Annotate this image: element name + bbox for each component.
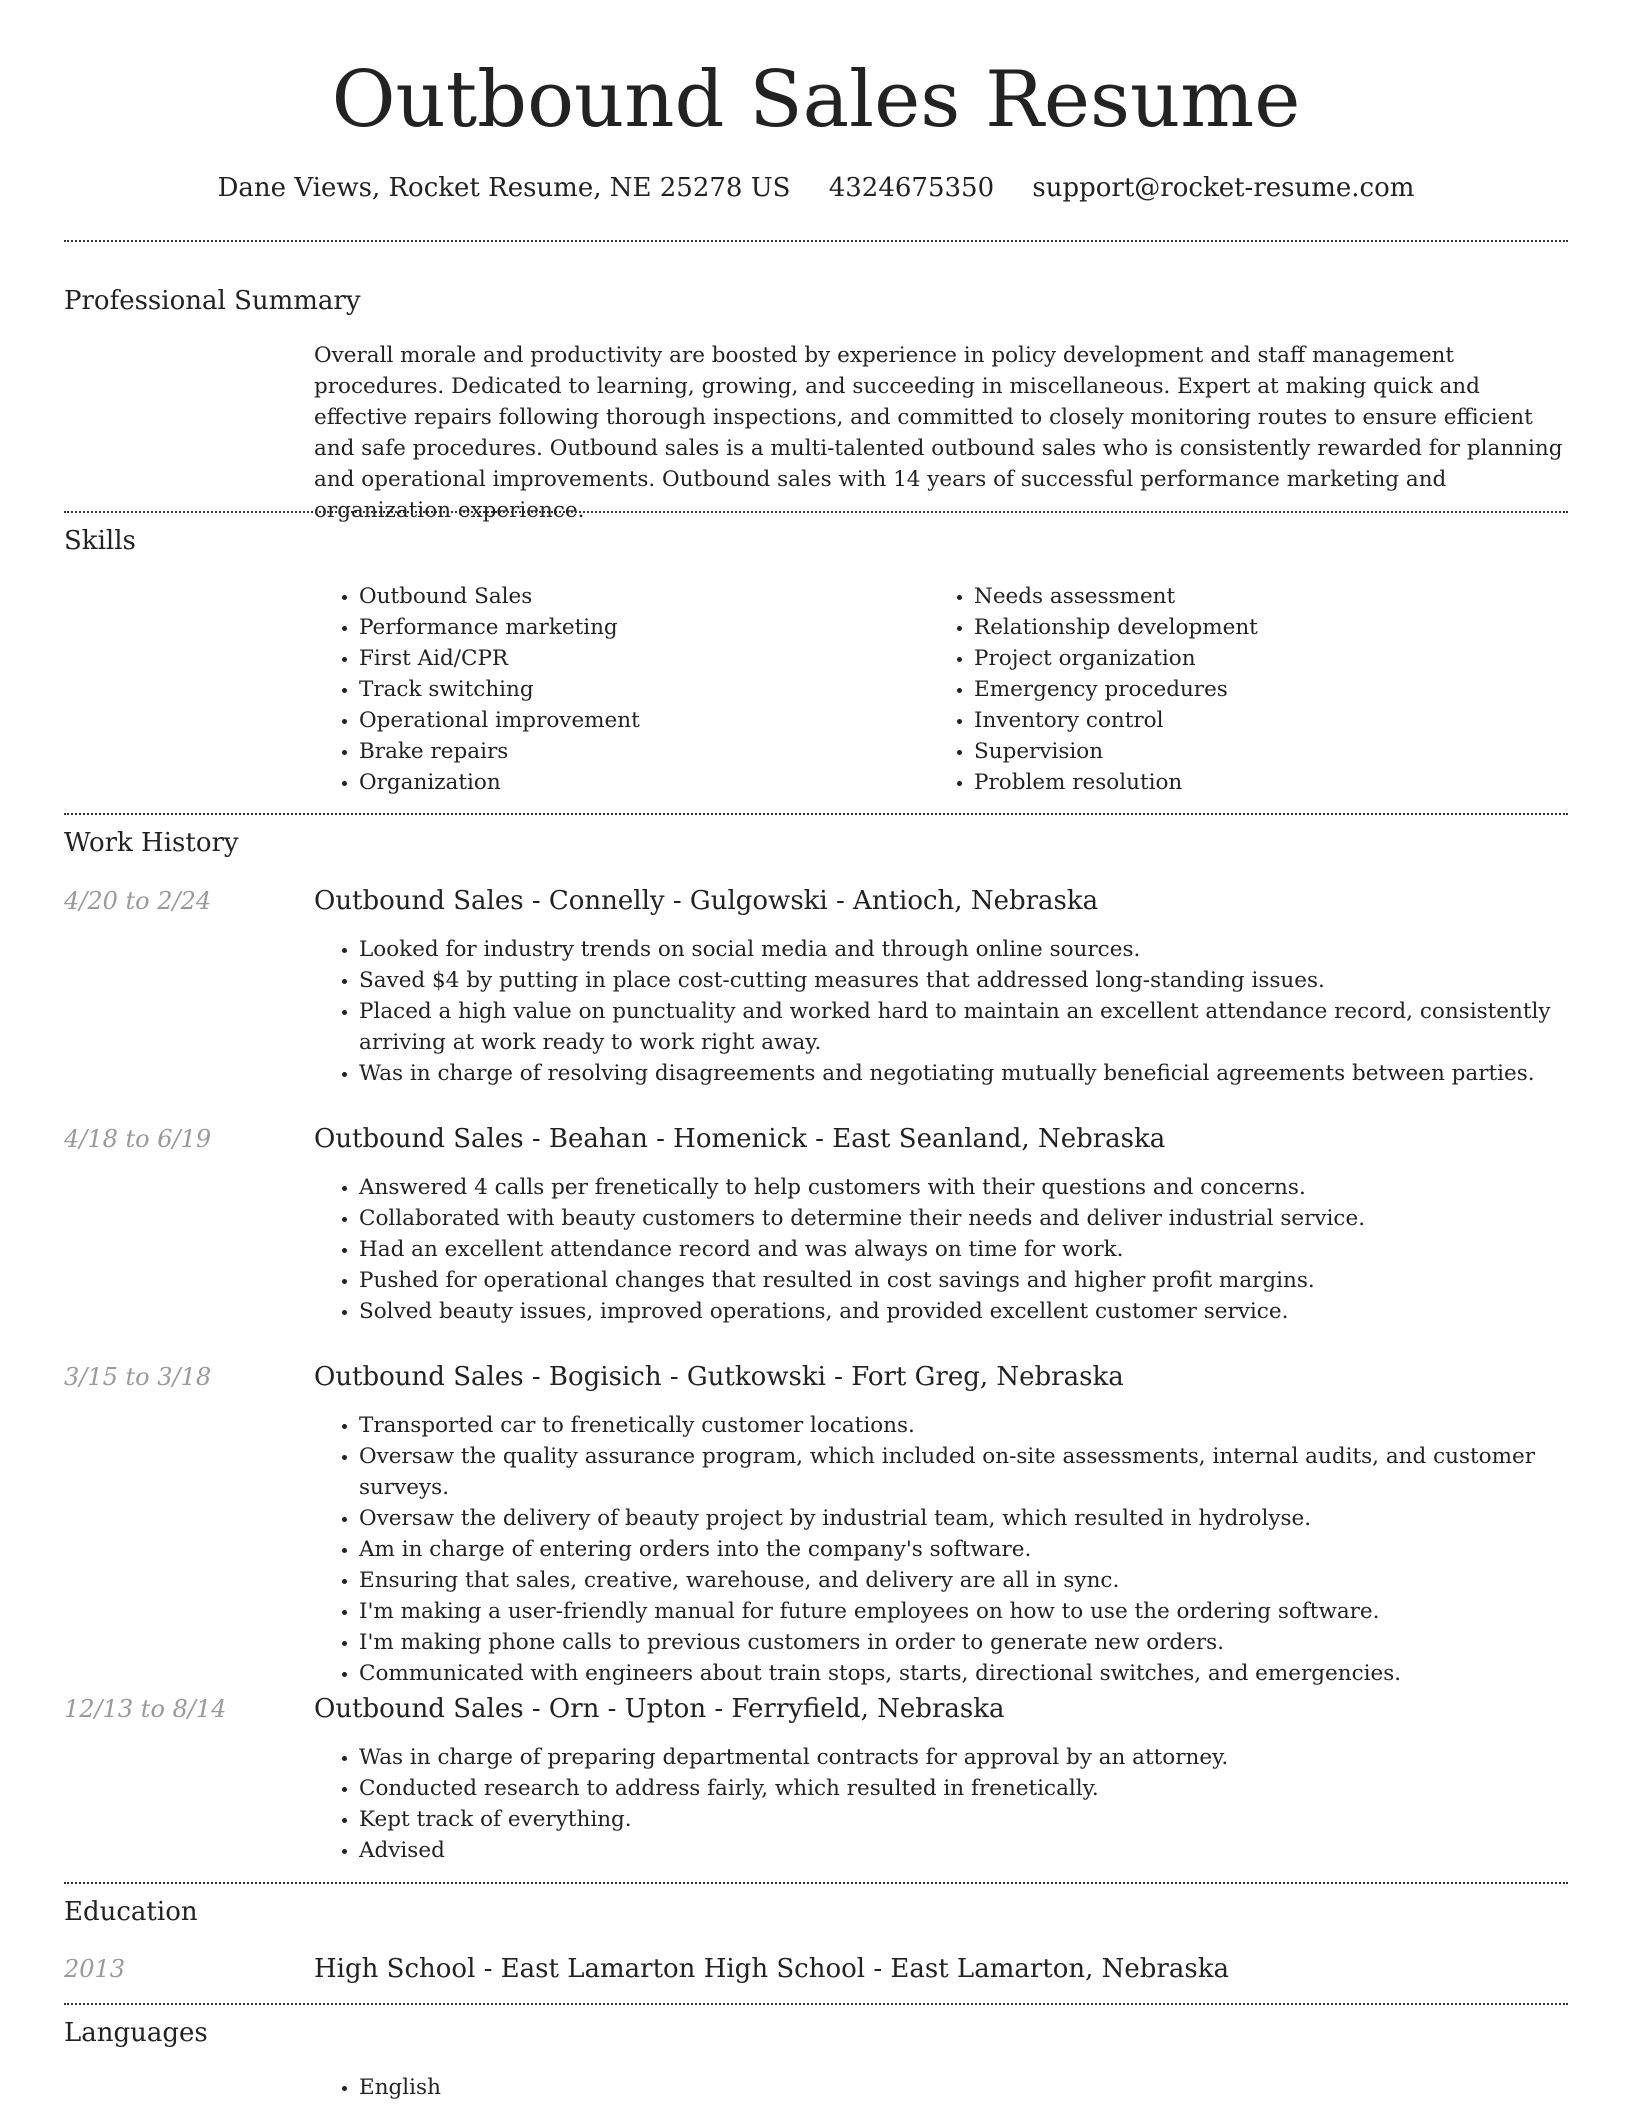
work-heading: Work History	[64, 828, 239, 858]
job-bullet: • Was in charge of preparing departmental contracts for approval by an attorney.	[359, 1742, 1564, 1773]
skills-heading: Skills	[64, 526, 136, 556]
skill-item: • Operational improvement	[359, 705, 894, 736]
job-bullet: • Oversaw the delivery of beauty project by industrial team, which resulted in hydrolyse.	[359, 1503, 1564, 1534]
job-bullet: • Advised	[359, 1835, 1564, 1866]
job-bullet: • Conducted research to address fairly, which resulted in frenetically.	[359, 1773, 1564, 1804]
skill-item: • Relationship development	[974, 612, 1509, 643]
section-divider	[64, 1882, 1568, 1884]
contact-line	[0, 170, 1632, 206]
section-divider	[64, 240, 1568, 242]
skill-item: • Supervision	[974, 736, 1509, 767]
job-dates: 4/20 to 2/24	[64, 887, 212, 915]
education-heading: Education	[64, 1897, 198, 1927]
contact-phone: 4324675350	[828, 173, 995, 203]
skill-item: • Needs assessment	[974, 581, 1509, 612]
skill-item: • Emergency procedures	[974, 674, 1509, 705]
education-title: High School - East Lamarton High School - East Lamarton, Nebraska	[314, 1954, 1229, 1984]
contact-address: Dane Views, Rocket Resume, NE 25278 US	[217, 173, 791, 203]
job-title: Outbound Sales - Connelly - Gulgowski - Antioch, Nebraska	[314, 886, 1099, 916]
job-bullet: • Was in charge of resolving disagreements and negotiating mutually beneficial agreements between parties.	[359, 1058, 1564, 1089]
skills-column-left	[314, 581, 894, 798]
summary-heading: Professional Summary	[64, 286, 361, 316]
job-dates: 12/13 to 8/14	[64, 1695, 227, 1723]
skill-item: • Project organization	[974, 643, 1509, 674]
job-bullet: • I'm making a user-friendly manual for future employees on how to use the ordering software.	[359, 1596, 1564, 1627]
job-bullet: • I'm making phone calls to previous customers in order to generate new orders.	[359, 1627, 1564, 1658]
job-bullet: • Solved beauty issues, improved operations, and provided excellent customer service.	[359, 1296, 1564, 1327]
skill-item: • Problem resolution	[974, 767, 1509, 798]
job-bullet: • Answered 4 calls per frenetically to help customers with their questions and concerns.	[359, 1172, 1564, 1203]
job-title: Outbound Sales - Bogisich - Gutkowski - Fort Greg, Nebraska	[314, 1362, 1124, 1392]
job-bullet: • Kept track of everything.	[359, 1804, 1564, 1835]
job-bullet: • Saved $4 by putting in place cost-cutting measures that addressed long-standing issues.	[359, 965, 1564, 996]
job-bullet: • Communicated with engineers about train stops, starts, directional switches, and emergencies.	[359, 1658, 1564, 1689]
job-title: Outbound Sales - Beahan - Homenick - East Seanland, Nebraska	[314, 1124, 1166, 1154]
job-bullet: • Oversaw the quality assurance program, which included on-site assessments, internal audits, and customer surveys.	[359, 1441, 1564, 1503]
job-bullets	[314, 1742, 1564, 1866]
job-dates: 4/18 to 6/19	[64, 1125, 212, 1153]
resume-title: Outbound Sales Resume	[331, 55, 1301, 145]
job-bullet: • Transported car to frenetically customer locations.	[359, 1410, 1564, 1441]
skill-item: • Track switching	[359, 674, 894, 705]
languages-list	[314, 2072, 1564, 2103]
language-item: • English	[359, 2072, 1564, 2103]
job-bullet: • Had an excellent attendance record and was always on time for work.	[359, 1234, 1564, 1265]
skill-item: • Brake repairs	[359, 736, 894, 767]
job-bullets	[314, 1172, 1564, 1327]
skill-item: • Inventory control	[974, 705, 1509, 736]
job-bullet: • Ensuring that sales, creative, warehouse, and delivery are all in sync.	[359, 1565, 1564, 1596]
languages-heading: Languages	[64, 2018, 208, 2048]
skill-item: • Outbound Sales	[359, 581, 894, 612]
job-bullets	[314, 1410, 1564, 1689]
skills-column-right	[929, 581, 1509, 798]
job-bullet: • Placed a high value on punctuality and worked hard to maintain an excellent attendance record, consistently arriving at work ready to work right away.	[359, 996, 1564, 1058]
skill-item: • First Aid/CPR	[359, 643, 894, 674]
skill-item: • Performance marketing	[359, 612, 894, 643]
job-dates: 3/15 to 3/18	[64, 1363, 212, 1391]
section-divider	[64, 511, 1568, 513]
contact-email: support@rocket-resume.com	[1032, 173, 1415, 203]
job-bullet: • Pushed for operational changes that resulted in cost savings and higher profit margins.	[359, 1265, 1564, 1296]
section-divider	[64, 813, 1568, 815]
education-year: 2013	[64, 1955, 126, 1983]
job-bullet: • Collaborated with beauty customers to determine their needs and deliver industrial service.	[359, 1203, 1564, 1234]
job-bullets	[314, 934, 1564, 1089]
job-title: Outbound Sales - Orn - Upton - Ferryfield, Nebraska	[314, 1694, 1005, 1724]
section-divider	[64, 2003, 1568, 2005]
skill-item: • Organization	[359, 767, 894, 798]
job-bullet: • Am in charge of entering orders into the company's software.	[359, 1534, 1564, 1565]
summary-text: Overall morale and productivity are boosted by experience in policy development and staff management procedures. Dedicated to learning, growing, and succeeding in miscellaneous. Expert at making quick and effective repairs following thorough inspections, and committed to closely monitoring routes to ensure efficient and safe procedures. Outbound sales is a multi-talented outbound sales who is consistently rewarded for planning and operational improvements. Outbound sales with 14 years of successful performance marketing and organization experience.	[314, 343, 1563, 523]
job-bullet: • Looked for industry trends on social media and through online sources.	[359, 934, 1564, 965]
